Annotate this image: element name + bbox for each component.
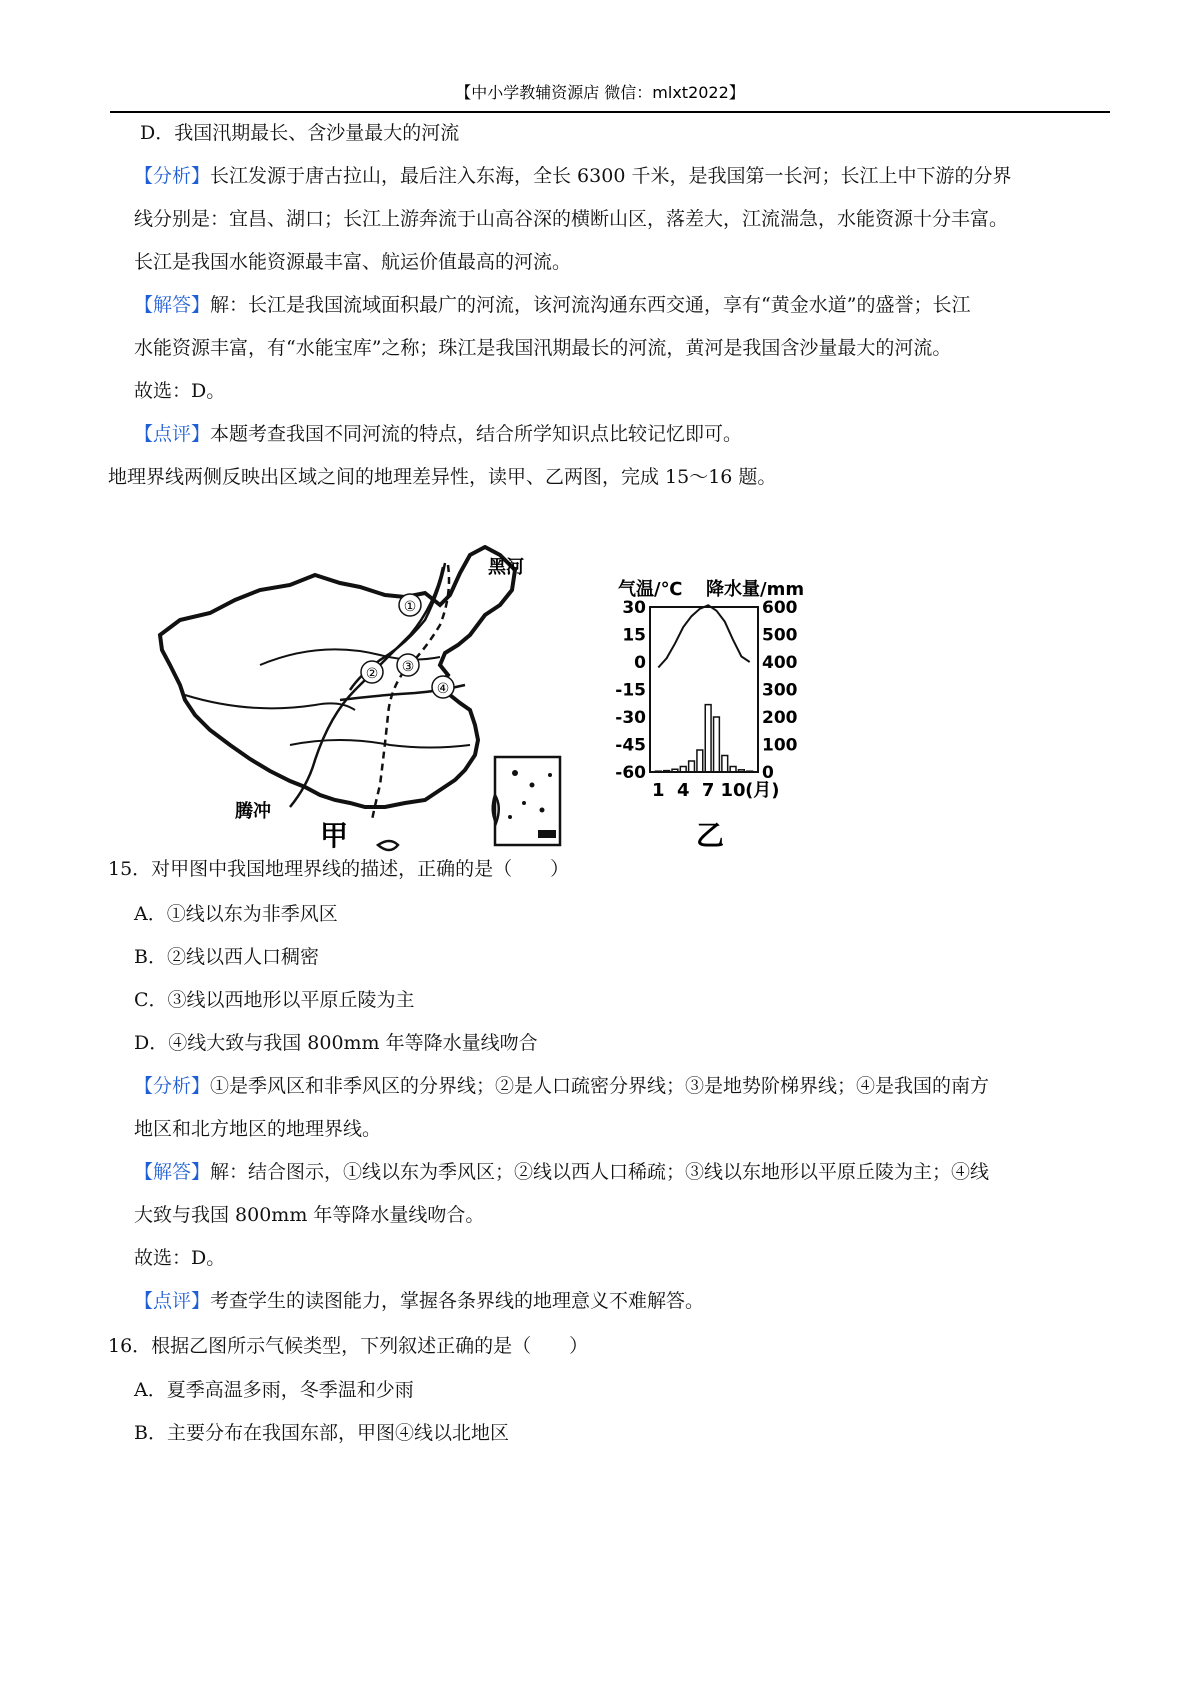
precipitation-bar xyxy=(672,769,678,772)
right-tick-label: 0 xyxy=(762,763,774,783)
analysis-tag: 【分析】 xyxy=(134,1075,211,1097)
x-tick-label: 1 xyxy=(652,780,665,801)
plot-frame xyxy=(650,607,758,772)
q14-analysis xyxy=(134,163,1011,189)
marker-1: ① xyxy=(403,599,417,615)
q15-choice: 故选：D。 xyxy=(134,1247,226,1269)
precipitation-bar xyxy=(722,756,728,773)
right-tick-label: 500 xyxy=(762,625,798,646)
answer-tag: 【解答】 xyxy=(134,294,211,316)
precipitation-bar xyxy=(738,770,744,772)
q14-answer-line-2: 水能资源丰富，有“水能宝库”之称；珠江是我国汛期最长的河流，黄河是我国含沙量最大的河流。 xyxy=(134,337,952,359)
x-tick-label: 7 xyxy=(701,780,715,801)
comment-tag: 【点评】 xyxy=(134,423,211,445)
header-rule xyxy=(110,111,1110,113)
right-tick-label: 600 xyxy=(762,598,798,618)
q15-analysis-line-2: 地区和北方地区的地理界线。 xyxy=(134,1118,382,1140)
intro-text: 地理界线两侧反映出区域之间的地理差异性，读甲、乙两图，完成 15～16 题。 xyxy=(108,466,777,488)
q15-option-b: B．②线以西人口稠密 xyxy=(134,946,319,968)
left-tick-label: -45 xyxy=(615,735,646,756)
analysis-text: ①是季风区和非季风区的分界线；②是人口疏密分界线；③是地势阶梯界线；④是我国的南方 xyxy=(210,1075,990,1097)
precipitation-bar xyxy=(697,750,703,772)
q15-analysis xyxy=(134,1073,989,1099)
q14-option-d: D．我国汛期最长、含沙量最大的河流 xyxy=(140,122,460,144)
comment-tag: 【点评】 xyxy=(134,1290,211,1312)
left-tick-label: -60 xyxy=(615,763,646,783)
q14-choice: 故选：D。 xyxy=(134,380,226,402)
left-tick-label: -15 xyxy=(615,680,646,701)
q14-analysis-line-3: 长江是我国水能资源最丰富、航运价值最高的河流。 xyxy=(134,251,572,273)
answer-text: 解：长江是我国流域面积最广的河流，该河流沟通东西交通，享有“黄金水道”的盛誉；长江 xyxy=(210,294,971,316)
q15-option-a: A．①线以东为非季风区 xyxy=(134,903,338,925)
x-tick-label: 10 xyxy=(720,780,746,801)
right-tick-label: 300 xyxy=(762,680,798,701)
chart-label: 乙 xyxy=(696,819,725,852)
answer-text: 解：结合图示，①线以东为季风区；②线以西人口稀疏；③线以东地形以平原丘陵为主；④线 xyxy=(210,1161,990,1183)
place-heihe: 黑河 xyxy=(488,557,524,578)
q15-comment xyxy=(134,1288,704,1314)
precipitation-bar xyxy=(689,761,695,772)
precipitation-bar xyxy=(714,717,720,772)
left-tick-label: 0 xyxy=(634,653,646,673)
precipitation-bar xyxy=(655,771,661,772)
q15-stem: 15．对甲图中我国地理界线的描述，正确的是（ ） xyxy=(108,858,570,880)
map-label: 甲 xyxy=(320,819,349,852)
place-tengchong: 腾冲 xyxy=(235,801,271,822)
left-tick-label: -30 xyxy=(615,708,646,728)
left-tick-label: 30 xyxy=(622,598,646,618)
climate-chart xyxy=(615,578,804,852)
precipitation-bar xyxy=(747,771,753,772)
x-tick-label: 4 xyxy=(676,780,690,801)
q15-answer xyxy=(134,1159,989,1185)
q14-comment xyxy=(134,421,742,447)
china-map xyxy=(160,547,560,852)
marker-4: ④ xyxy=(436,681,450,697)
marker-2: ② xyxy=(365,666,379,682)
right-tick-label: 100 xyxy=(762,735,798,756)
right-tick-label: 200 xyxy=(762,708,798,728)
analysis-tag: 【分析】 xyxy=(134,165,211,187)
precipitation-bar xyxy=(664,771,670,772)
left-tick-label: 15 xyxy=(622,625,646,646)
answer-tag: 【解答】 xyxy=(134,1161,211,1183)
marker-3: ③ xyxy=(401,659,415,675)
q16-option-b: B．主要分布在我国东部，甲图④线以北地区 xyxy=(134,1422,509,1444)
q14-answer xyxy=(134,292,970,318)
q15-option-d: D．④线大致与我国 800mm 年等降水量线吻合 xyxy=(134,1032,538,1054)
comment-text: 考查学生的读图能力，掌握各条界线的地理意义不难解答。 xyxy=(210,1290,705,1312)
month-unit-label: (月) xyxy=(745,780,780,801)
precipitation-bar xyxy=(705,705,711,772)
temperature-line xyxy=(658,605,749,667)
comment-text: 本题考查我国不同河流的特点，结合所学知识点比较记忆即可。 xyxy=(210,423,743,445)
q16-stem: 16．根据乙图所示气候类型，下列叙述正确的是（ ） xyxy=(108,1335,589,1357)
q15-option-c: C．③线以西地形以平原丘陵为主 xyxy=(134,989,415,1011)
map-outline xyxy=(160,547,515,807)
left-axis-title: 气温/℃ xyxy=(618,579,683,600)
right-tick-label: 400 xyxy=(762,653,798,673)
right-axis-title: 降水量/mm xyxy=(706,579,805,600)
analysis-text: 长江发源于唐古拉山，最后注入东海，全长 6300 千米，是我国第一长河；长江上中下游的分界 xyxy=(210,165,1012,187)
q15-answer-line-2: 大致与我国 800mm 年等降水量线吻合。 xyxy=(134,1204,485,1226)
q14-analysis-line-2: 线分别是：宜昌、湖口；长江上游奔流于山高谷深的横断山区，落差大，江流湍急，水能资源十分丰富。 xyxy=(134,208,1009,230)
page-header: 【中小学教辅资源店 微信：mlxt2022】 xyxy=(455,83,745,102)
q16-option-a: A．夏季高温多雨，冬季温和少雨 xyxy=(134,1379,414,1401)
